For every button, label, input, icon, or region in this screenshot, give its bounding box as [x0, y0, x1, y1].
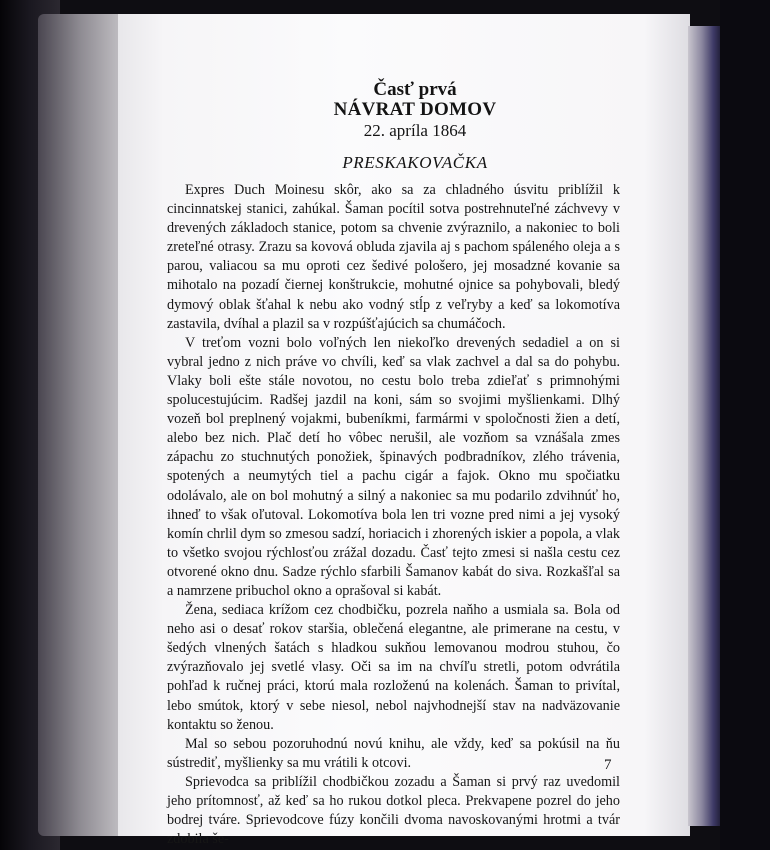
paragraph: Sprievodca sa priblížil chodbičkou zozadu a Šaman si prvý raz uvedomil jeho prítomnosť, až keď sa ho rukou dotkol pleca. Prekvapene pozrel do jeho bodrej tváre. Sprievodcove fúzy končili dvoma navoskovanými hrotmi a tvár zdobila še- [167, 773, 620, 848]
page-number: 7 [604, 757, 612, 773]
chapter-title: PRESKAKOVAČKA [342, 153, 488, 172]
paragraph: Expres Duch Moinesu skôr, ako sa za chladného úsvitu priblížil k cincinnatskej stanici, zahúkal. Šaman pocítil sotva postrehnuteľné záchvevy v drevených základoch stanice, potom sa chvenie zvýraznilo, a nakoniec to boli zreteľné otrasy. Zrazu sa kovová obluda zjavila aj s pachom spáleného oleja a s parou, valiacou sa mu oproti cez šedivé pološero, jej mosadzné kovanie sa mihotalo na pozadí čiernej konštrukcie, mohutné ojnice sa pohybovali, bledý dymový oblak šťahal k nebu ako vodný stĺp z veľryby a keď sa lokomotíva zastavila, dvíhal a plazil sa v rozpúšťajúcich sa chumáčoch. [167, 182, 620, 332]
page-stack-edge [688, 26, 722, 826]
date-line: 22. apríla 1864 [363, 121, 467, 140]
part-heading: Časť prvá [373, 79, 457, 100]
paragraph: Mal so sebou pozoruhodnú novú knihu, ale vždy, keď sa pokúsil na ňu sústrediť, myšlienky sa mu vrátili k otcovi. [167, 735, 620, 771]
paragraph: Žena, sediaca krížom cez chodbičku, pozrela naňho a usmiala sa. Bola od neho asi o desať rokov staršia, oblečená elegantne, ale primerane na cestu, v šedých vlnených šatách s hladkou sukňou lemovanou modrou stuhou, čo zvýrazňovalo jej svetlé vlasy. Oči sa im na chvíľu stretli, potom odvrátila pohľad k ručnej práci, ktorú mala rozloženú na kolenách. Šaman to privítal, lebo smútok, ktorý v sebe niesol, nebol najvhodnejší stav na nadväzovanie kontaktu so ženou. [167, 602, 620, 733]
paragraph: V treťom vozni bolo voľných len niekoľko drevených sedadiel a on si vybral jedno z nich práve vo chvíli, keď sa vlak zachvel a dal sa do pohybu. Vlaky boli ešte stále novotou, no cestu bolo treba zdieľať s primnohými spolucestujúcim. Radšej jazdil na koni, sám so svojimi myšlienkami. Dlhý vozeň bol preplnený vojakmi, bubeníkmi, farmármi v spoločnosti žien a detí, alebo bez nich. Plač detí ho vôbec nerušil, ale vozňom sa vznášala zmes zápachu zo stuchnutých ponožiek, špinavých podbradníkov, zlého trávenia, spotených a neumytých tiel a pachu cigár a fajok. Okno mu spočiatku odolávalo, ale on bol mohutný a silný a nakoniec sa mu podarilo zdvihnúť ho, ihneď to však oľutoval. Lokomotíva bola len tri vozne pred nimi a jej vysoký komín chrlil dym so zmesou sadzí, horiacich i zhorených iskier a popola, a vlak to všetko svojou rýchlosťou zrážal dozadu. Časť tejto zmesi si našla cestu cez otvorené okno dnu. Sadze rýchlo sfarbili Šamanov kabát do siva. Rozkašľal sa a namrzene pribuchol okno a oprašoval si kabát. [167, 334, 620, 599]
part-title: NÁVRAT DOMOV [333, 99, 497, 120]
background-right [720, 0, 770, 850]
body-text [167, 181, 620, 849]
